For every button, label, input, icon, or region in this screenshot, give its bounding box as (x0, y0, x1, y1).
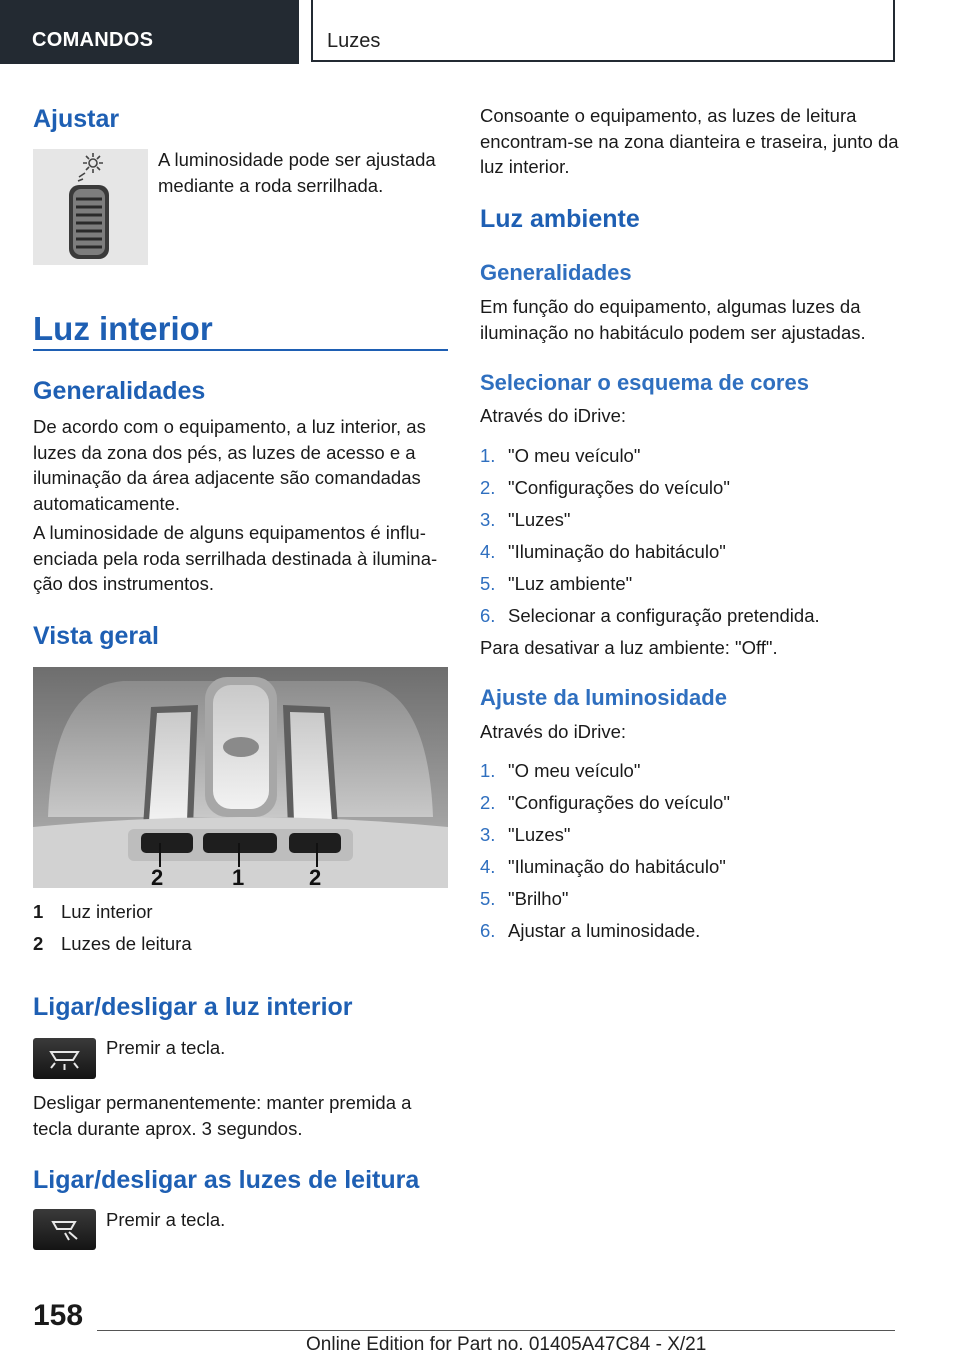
heading-rule (33, 349, 448, 351)
legend-label: Luz interior (61, 901, 153, 922)
chapter-tab (311, 0, 895, 62)
generalidades-paragraph-1: De acordo com o equipamento, a luz interior, as luzes da zona dos pés, as luzes de acesso e a iluminação da área adjacente são comandadas automaticamente. (33, 416, 426, 514)
reading-light-icon (33, 1209, 96, 1250)
reading-light-button-icon (33, 1209, 96, 1250)
list-item (480, 886, 900, 918)
step-number: 5. (480, 888, 496, 909)
footer-divider (97, 1330, 895, 1331)
step-text: "O meu veículo" (508, 445, 641, 466)
step-text: "Luz ambiente" (508, 573, 633, 594)
ligar-leitura-action: Premir a tecla. (106, 1209, 226, 1230)
step-number: 2. (480, 477, 496, 498)
list-item (480, 758, 900, 790)
heading-ajustar: Ajustar (33, 105, 120, 133)
step-text: Selecionar a configuração pretendida. (508, 605, 820, 626)
reading-lights-intro: Consoante o equipamento, as luzes de leitura encontram-se na zona dianteira e traseira, junto da luz interior. (480, 105, 899, 177)
ajuste-via: Através do iDrive: (480, 721, 626, 742)
legend-label: Luzes de leitura (61, 933, 192, 954)
step-number: 3. (480, 824, 496, 845)
callout-2-left: 2 (151, 865, 164, 888)
list-item (480, 571, 900, 603)
selecionar-via: Através do iDrive: (480, 405, 626, 426)
ajuste-steps (480, 758, 900, 950)
ambiente-generalidades-text: Em função do equipamento, algumas luzes da iluminação no habitáculo podem ser ajustadas. (480, 296, 866, 343)
thumbwheel-figure (33, 149, 148, 265)
heading-generalidades-right: Generalidades (480, 260, 632, 285)
chapter-title: Luzes (327, 30, 381, 52)
list-item (480, 822, 900, 854)
step-number: 6. (480, 920, 496, 941)
heading-ligar-leitura: Ligar/desligar as luzes de leitura (33, 1166, 420, 1194)
legend-item (33, 896, 153, 928)
thumbwheel-icon (33, 149, 148, 265)
step-text: "O meu veículo" (508, 760, 641, 781)
selecionar-steps (480, 443, 900, 635)
legend-number: 1 (33, 901, 44, 922)
heading-vista-geral: Vista geral (33, 622, 160, 650)
step-text: "Iluminação do habitáculo" (508, 856, 726, 877)
generalidades-paragraph-2: A luminosidade de alguns equipamentos é influenciada pela roda serrilhada destinada à iluminação dos instrumentos. (33, 522, 438, 594)
list-item (480, 918, 900, 950)
heading-luz-interior: Luz interior (33, 310, 213, 347)
list-item (480, 475, 900, 507)
step-text: "Luzes" (508, 824, 571, 845)
page-number: 158 (33, 1299, 84, 1332)
callout-2-right: 2 (309, 865, 322, 888)
heading-generalidades-left: Generalidades (33, 377, 206, 405)
heading-ajuste-luminosidade: Ajuste da luminosidade (480, 685, 727, 710)
ligar-interior-note: Desligar permanentemente: manter premida a tecla durante aprox. 3 segundos. (33, 1092, 412, 1139)
callout-1: 1 (232, 865, 245, 888)
section-title: COMANDOS (32, 29, 154, 51)
list-item (480, 507, 900, 539)
step-number: 4. (480, 541, 496, 562)
ambiente-off-note: Para desativar a luz ambiente: "Off". (480, 637, 778, 658)
legend-number: 2 (33, 933, 44, 954)
step-number: 3. (480, 509, 496, 530)
step-number: 2. (480, 792, 496, 813)
heading-selecionar: Selecionar o esquema de cores (480, 370, 809, 395)
step-number: 6. (480, 605, 496, 626)
step-number: 4. (480, 856, 496, 877)
ajustar-text: A luminosidade pode ser ajustada mediante a roda serrilhada. (158, 149, 436, 196)
heading-luz-ambiente: Luz ambiente (480, 205, 640, 233)
step-text: Ajustar a luminosidade. (508, 920, 701, 941)
step-text: "Configurações do veículo" (508, 792, 730, 813)
edition-note: Online Edition for Part no. 01405A47C84 - X/21 (306, 1334, 707, 1355)
step-text: "Luzes" (508, 509, 571, 530)
list-item (480, 603, 900, 635)
step-number: 1. (480, 445, 496, 466)
ligar-interior-action: Premir a tecla. (106, 1037, 226, 1058)
step-number: 5. (480, 573, 496, 594)
overhead-console-photo (33, 667, 448, 888)
heading-ligar-interior: Ligar/desligar a luz interior (33, 993, 353, 1021)
step-text: "Iluminação do habitáculo" (508, 541, 726, 562)
list-item (480, 443, 900, 475)
interior-light-button-icon (33, 1038, 96, 1079)
list-item (480, 854, 900, 886)
legend-item (33, 928, 192, 960)
step-text: "Configurações do veículo" (508, 477, 730, 498)
section-tab (0, 0, 299, 64)
step-text: "Brilho" (508, 888, 569, 909)
list-item (480, 790, 900, 822)
overhead-console-illustration (33, 667, 448, 888)
dome-light-icon (33, 1038, 96, 1079)
list-item (480, 539, 900, 571)
step-number: 1. (480, 760, 496, 781)
